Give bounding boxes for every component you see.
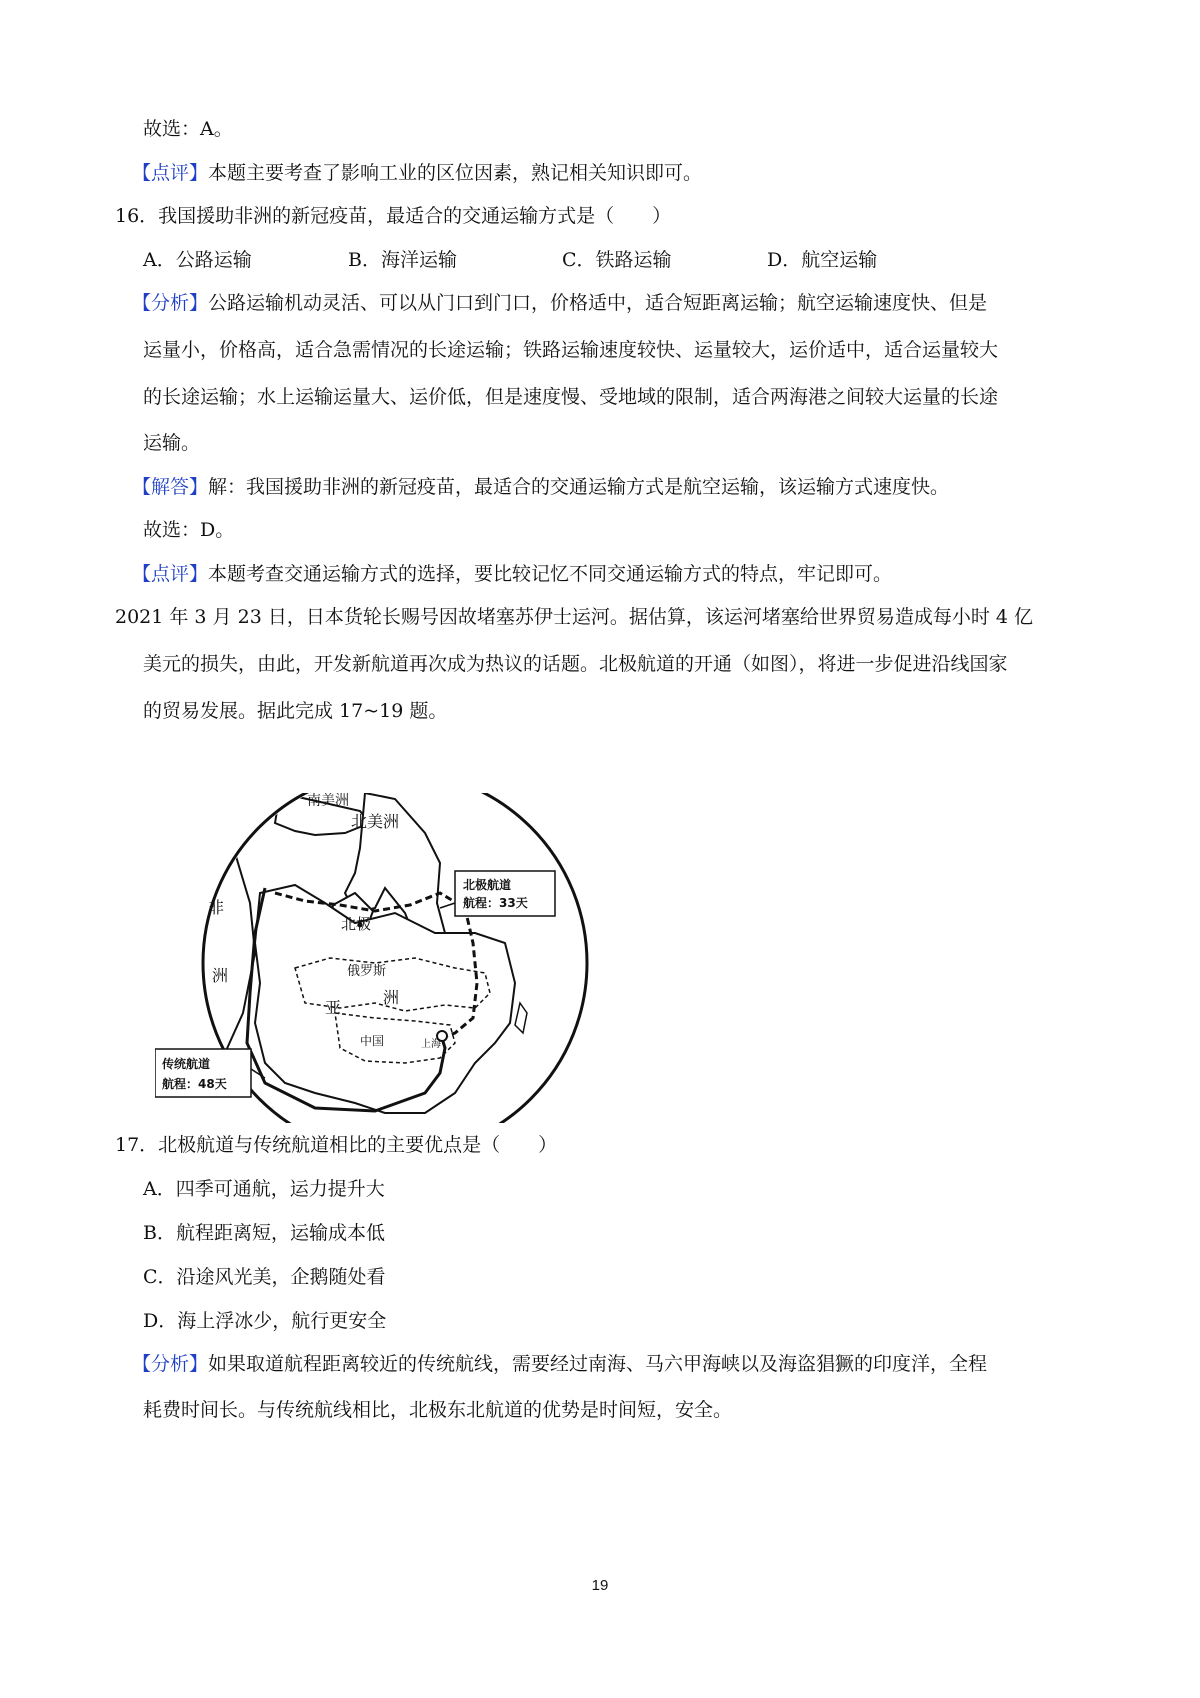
label-africa-1: 非 — [208, 898, 225, 917]
label-asia-2: 洲 — [383, 988, 400, 1007]
label-north-pole: 北极 — [341, 915, 372, 933]
label-south-america: 南美洲 — [307, 793, 349, 809]
q17-analysis-line-1 — [132, 1350, 987, 1378]
q16-analysis-line-4: 运输。 — [143, 432, 201, 454]
comment-tag: 【点评】 — [132, 162, 209, 184]
q17-option-b: B．航程距离短，运输成本低 — [143, 1222, 385, 1244]
q16-solution — [132, 473, 949, 501]
q17-option-d: D．海上浮冰少，航行更安全 — [143, 1310, 387, 1332]
arctic-callout-line-1: 北极航道 — [463, 878, 512, 892]
q16-analysis-line-3: 的长途运输；水上运输运量大、运价低，但是速度慢、受地域的限制，适合两海港之间较大运量的长途 — [143, 386, 999, 408]
passage-line-1: 2021 年 3 月 23 日，日本货轮长赐号因故堵塞苏伊士运河。据估算，该运河堵塞给世界贸易造成每小时 4 亿 — [115, 606, 1033, 628]
q16-option-c: C．铁路运输 — [562, 249, 672, 271]
q16-comment — [132, 560, 892, 588]
label-north-america: 北美洲 — [351, 812, 400, 831]
q17-analysis-line-2: 耗费时间长。与传统航线相比，北极东北航道的优势是时间短，安全。 — [143, 1399, 733, 1421]
q17-option-c: C．沿途风光美，企鹅随处看 — [143, 1266, 386, 1288]
q16-choice: 故选：D。 — [143, 519, 235, 541]
analysis-tag: 【分析】 — [132, 292, 209, 314]
q16-option-d: D．航空运输 — [767, 249, 878, 271]
passage-line-3: 的贸易发展。据此完成 17~19 题。 — [143, 700, 448, 722]
label-shanghai: 上海 — [421, 1039, 441, 1050]
q16-option-a: A．公路运输 — [143, 249, 252, 271]
label-china: 中国 — [360, 1034, 385, 1048]
q17-stem: 17．北极航道与传统航道相比的主要优点是（ ） — [115, 1134, 558, 1156]
comment-text: 本题主要考查了影响工业的区位因素，熟记相关知识即可。 — [208, 162, 703, 184]
q17-option-a: A．四季可通航，运力提升大 — [143, 1178, 385, 1200]
q15-comment — [132, 159, 702, 187]
q16-option-b: B．海洋运输 — [348, 249, 457, 271]
page-number: 19 — [591, 1577, 609, 1594]
answer-tag: 【解答】 — [132, 476, 209, 498]
label-russia: 俄罗斯 — [347, 964, 387, 979]
analysis-tag: 【分析】 — [132, 1353, 209, 1375]
q15-answer: 故选：A。 — [143, 118, 233, 140]
analysis-text: 如果取道航程距离较近的传统航线，需要经过南海、马六甲海峡以及海盗猖獗的印度洋，全程 — [208, 1353, 988, 1375]
passage-line-2: 美元的损失，由此，开发新航道再次成为热议的话题。北极航道的开通（如图），将进一步促进沿线国家 — [143, 653, 1008, 675]
label-africa-2: 洲 — [212, 966, 229, 985]
analysis-text: 公路运输机动灵活、可以从门口到门口，价格适中，适合短距离运输；航空运输速度快、但是 — [208, 292, 988, 314]
answer-text: 解：我国援助非洲的新冠疫苗，最适合的交通运输方式是航空运输，该运输方式速度快。 — [208, 476, 950, 498]
arctic-callout-line-2: 航程：33天 — [463, 896, 528, 910]
traditional-callout-line-1: 传统航道 — [162, 1057, 211, 1071]
comment-text: 本题考查交通运输方式的选择，要比较记忆不同交通运输方式的特点，牢记即可。 — [208, 563, 893, 585]
traditional-callout-line-2: 航程：48天 — [162, 1077, 227, 1091]
q16-stem: 16．我国援助非洲的新冠疫苗，最适合的交通运输方式是（ ） — [115, 205, 672, 227]
label-asia-1: 亚 — [325, 998, 342, 1017]
arctic-route-map — [155, 793, 635, 1123]
q16-analysis-line-1 — [132, 289, 987, 317]
q16-analysis-line-2: 运量小，价格高，适合急需情况的长途运输；铁路运输速度较快、运量较大，运价适中，适合运量较大 — [143, 339, 999, 361]
comment-tag: 【点评】 — [132, 563, 209, 585]
